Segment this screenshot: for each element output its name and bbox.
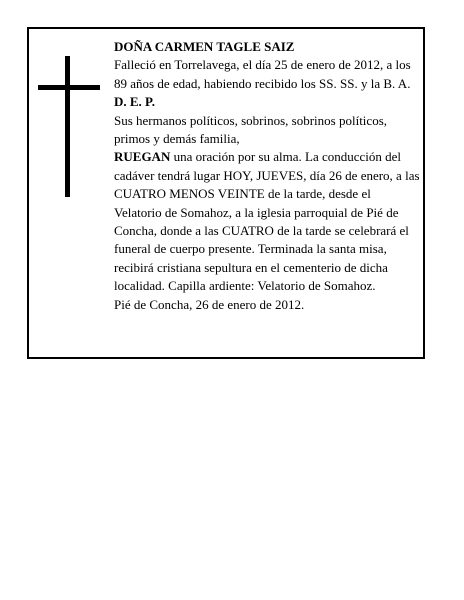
latin-cross-icon (38, 56, 100, 197)
request-text: una oración por su alma. La conducción del cadáver tendrá lugar HOY, JUEVES, día 26 de enero, a las CUATRO MENOS VEINTE de la tarde, desde el Velatorio de Somahoz, a la iglesia parroquial de Pié de Concha, donde a las CUATRO de la tarde se celebrará el funeral de cuerpo presente. Terminada la santa misa, recibirá cristiana sepultura en el cementerio de dicha localidad. Capilla ardiente: Velatorio de Somahoz. (114, 149, 420, 294)
cross-vertical-bar (65, 56, 70, 197)
request-word: RUEGAN (114, 149, 171, 165)
family-statement: Sus hermanos políticos, sobrinos, sobrinos políticos, primos y demás familia, (114, 112, 387, 147)
cross-horizontal-bar (38, 85, 100, 90)
deceased-name: DOÑA CARMEN TAGLE SAIZ (114, 39, 295, 54)
place-date: Pié de Concha, 26 de enero de 2012. (114, 296, 305, 312)
dep-abbreviation: D. E. P. (114, 94, 156, 110)
funeral-details (114, 148, 420, 295)
death-statement: Falleció en Torrelavega, el día 25 de enero de 2012, a los 89 años de edad, habiendo recibido los SS. SS. y la B. A. (114, 57, 411, 91)
obituary-text-block (114, 38, 420, 314)
